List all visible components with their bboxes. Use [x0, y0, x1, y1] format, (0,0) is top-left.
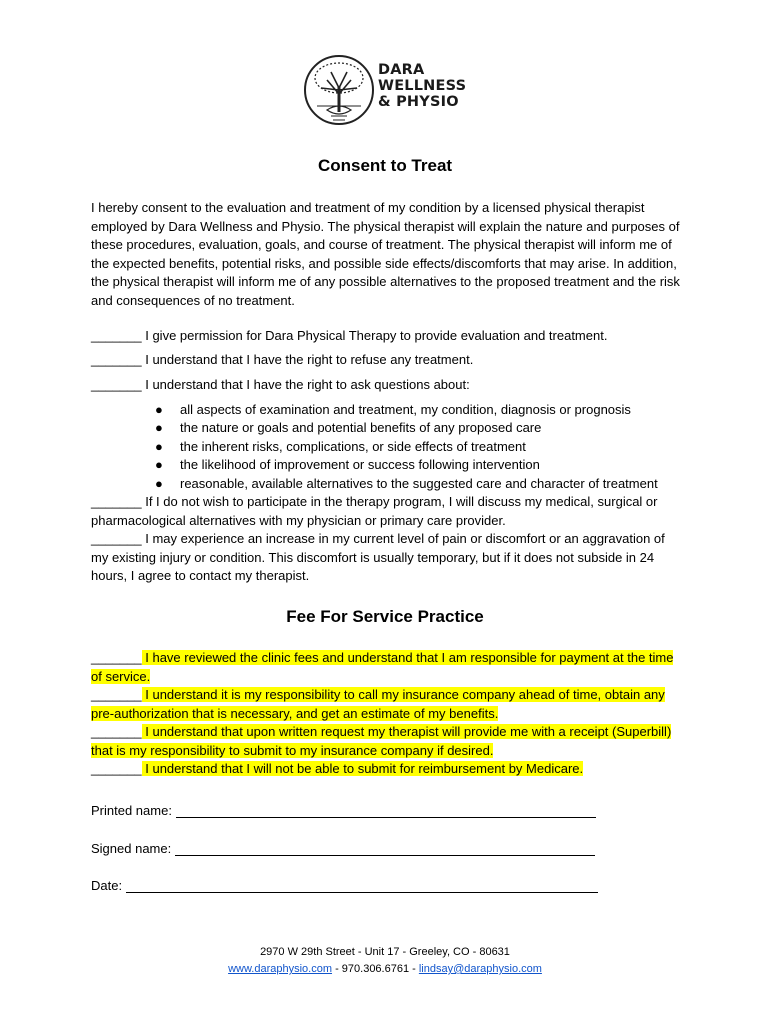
footer-phone: - 970.306.6761 -	[332, 963, 419, 975]
list-item: ● the nature or goals and potential benefits of any proposed care	[155, 420, 542, 436]
date-label: Date:	[91, 878, 123, 893]
list-item: ● the likelihood of improvement or success following intervention	[155, 457, 540, 473]
fee-blank: _______	[91, 724, 142, 739]
printed-name-label: Printed name:	[91, 803, 172, 818]
consent-item-permission: _______ I give permission for Dara Physical Therapy to provide evaluation and treatment.	[91, 328, 608, 343]
printed-name-row	[91, 803, 596, 818]
fee-item-superbill	[91, 723, 681, 760]
fee-blank: _______	[91, 687, 142, 702]
fee-text: I have reviewed the clinic fees and understand that I am responsible for payment at the time of service.	[91, 650, 674, 684]
consent-title: Consent to Treat	[317, 156, 453, 175]
fee-item-medicare	[91, 760, 681, 779]
fee-blank: _______	[91, 650, 142, 665]
fee-blank: _______	[91, 761, 142, 776]
list-item: ● the inherent risks, complications, or side effects of treatment	[155, 438, 526, 454]
signed-name-row	[91, 841, 595, 856]
questions-list	[155, 401, 658, 493]
tree-logo-icon	[303, 50, 375, 130]
fee-item-insurance	[91, 686, 681, 723]
brand-logo	[303, 50, 473, 130]
footer-address: 2970 W 29th Street - Unit 17 - Greeley, CO - 80631	[260, 946, 510, 958]
fee-text: I understand that I will not be able to submit for reimbursement by Medicare.	[141, 761, 584, 776]
bullet-text: all aspects of examination and treatment, my condition, diagnosis or prognosis	[180, 402, 631, 417]
signed-name-field[interactable]	[175, 842, 595, 856]
consent-pain: _______ I may experience an increase in my current level of pain or discomfort or an aggravation of my existing injury or condition. This discomfort is usually temporary, but if it does not subside in 24 hours, I agree to contact my therapist.	[91, 531, 665, 583]
bullet-text: the nature or goals and potential benefits of any proposed care	[180, 420, 542, 436]
fee-item-payment	[91, 649, 681, 686]
consent-item-questions: _______ I understand that I have the right to ask questions about:	[91, 377, 470, 392]
bullet-text: the likelihood of improvement or success following intervention	[180, 457, 540, 473]
fee-text: I understand it is my responsibility to call my insurance company ahead of time, obtain any pre-authorization that is necessary, and get an estimate of my benefits.	[91, 687, 665, 721]
date-row	[91, 878, 598, 893]
brand-line-2: WELLNESS	[378, 78, 467, 94]
brand-line-3: & PHYSIO	[378, 94, 459, 110]
bullet-text: the inherent risks, complications, or side effects of treatment	[180, 438, 526, 454]
email-link[interactable]: lindsay@daraphysio.com	[418, 963, 542, 975]
list-item: ● all aspects of examination and treatment, my condition, diagnosis or prognosis	[155, 402, 631, 417]
consent-intro: I hereby consent to the evaluation and treatment of my condition by a licensed physical therapist employed by Dara Wellness and Physio. The physical therapist will explain the nature and purposes of these procedures, evaluation, goals, and course of treatment. The physical therapist will inform me of the expected benefits, potential risks, and possible side effects/discomforts that may arise. In addition, the physical therapist will inform me of any possible alternatives to the proposed treatment and the risk and consequences of no treatment.	[91, 200, 680, 308]
printed-name-field[interactable]	[176, 804, 596, 818]
consent-item-refuse: _______ I understand that I have the right to refuse any treatment.	[91, 352, 474, 367]
brand-line-1: DARA	[378, 62, 425, 78]
signed-name-label: Signed name:	[91, 841, 172, 856]
fees-title: Fee For Service Practice	[286, 607, 484, 626]
date-field[interactable]	[126, 879, 598, 893]
list-item: ● reasonable, available alternatives to the suggested care and character of treatment	[155, 475, 658, 491]
fee-text: I understand that upon written request my therapist will provide me with a receipt (Superbill) that is my responsibility to submit to my insurance company if desired.	[91, 724, 672, 758]
consent-alternatives: _______ If I do not wish to participate in the therapy program, I will discuss my medical, surgical or pharmacological alternatives with my physician or primary care provider.	[91, 494, 658, 528]
website-link[interactable]: www.daraphysio.com	[228, 963, 333, 975]
brand-name	[378, 62, 466, 110]
footer	[0, 944, 770, 978]
bullet-text: reasonable, available alternatives to the suggested care and character of treatment	[180, 475, 658, 491]
footer-contact	[0, 961, 770, 978]
